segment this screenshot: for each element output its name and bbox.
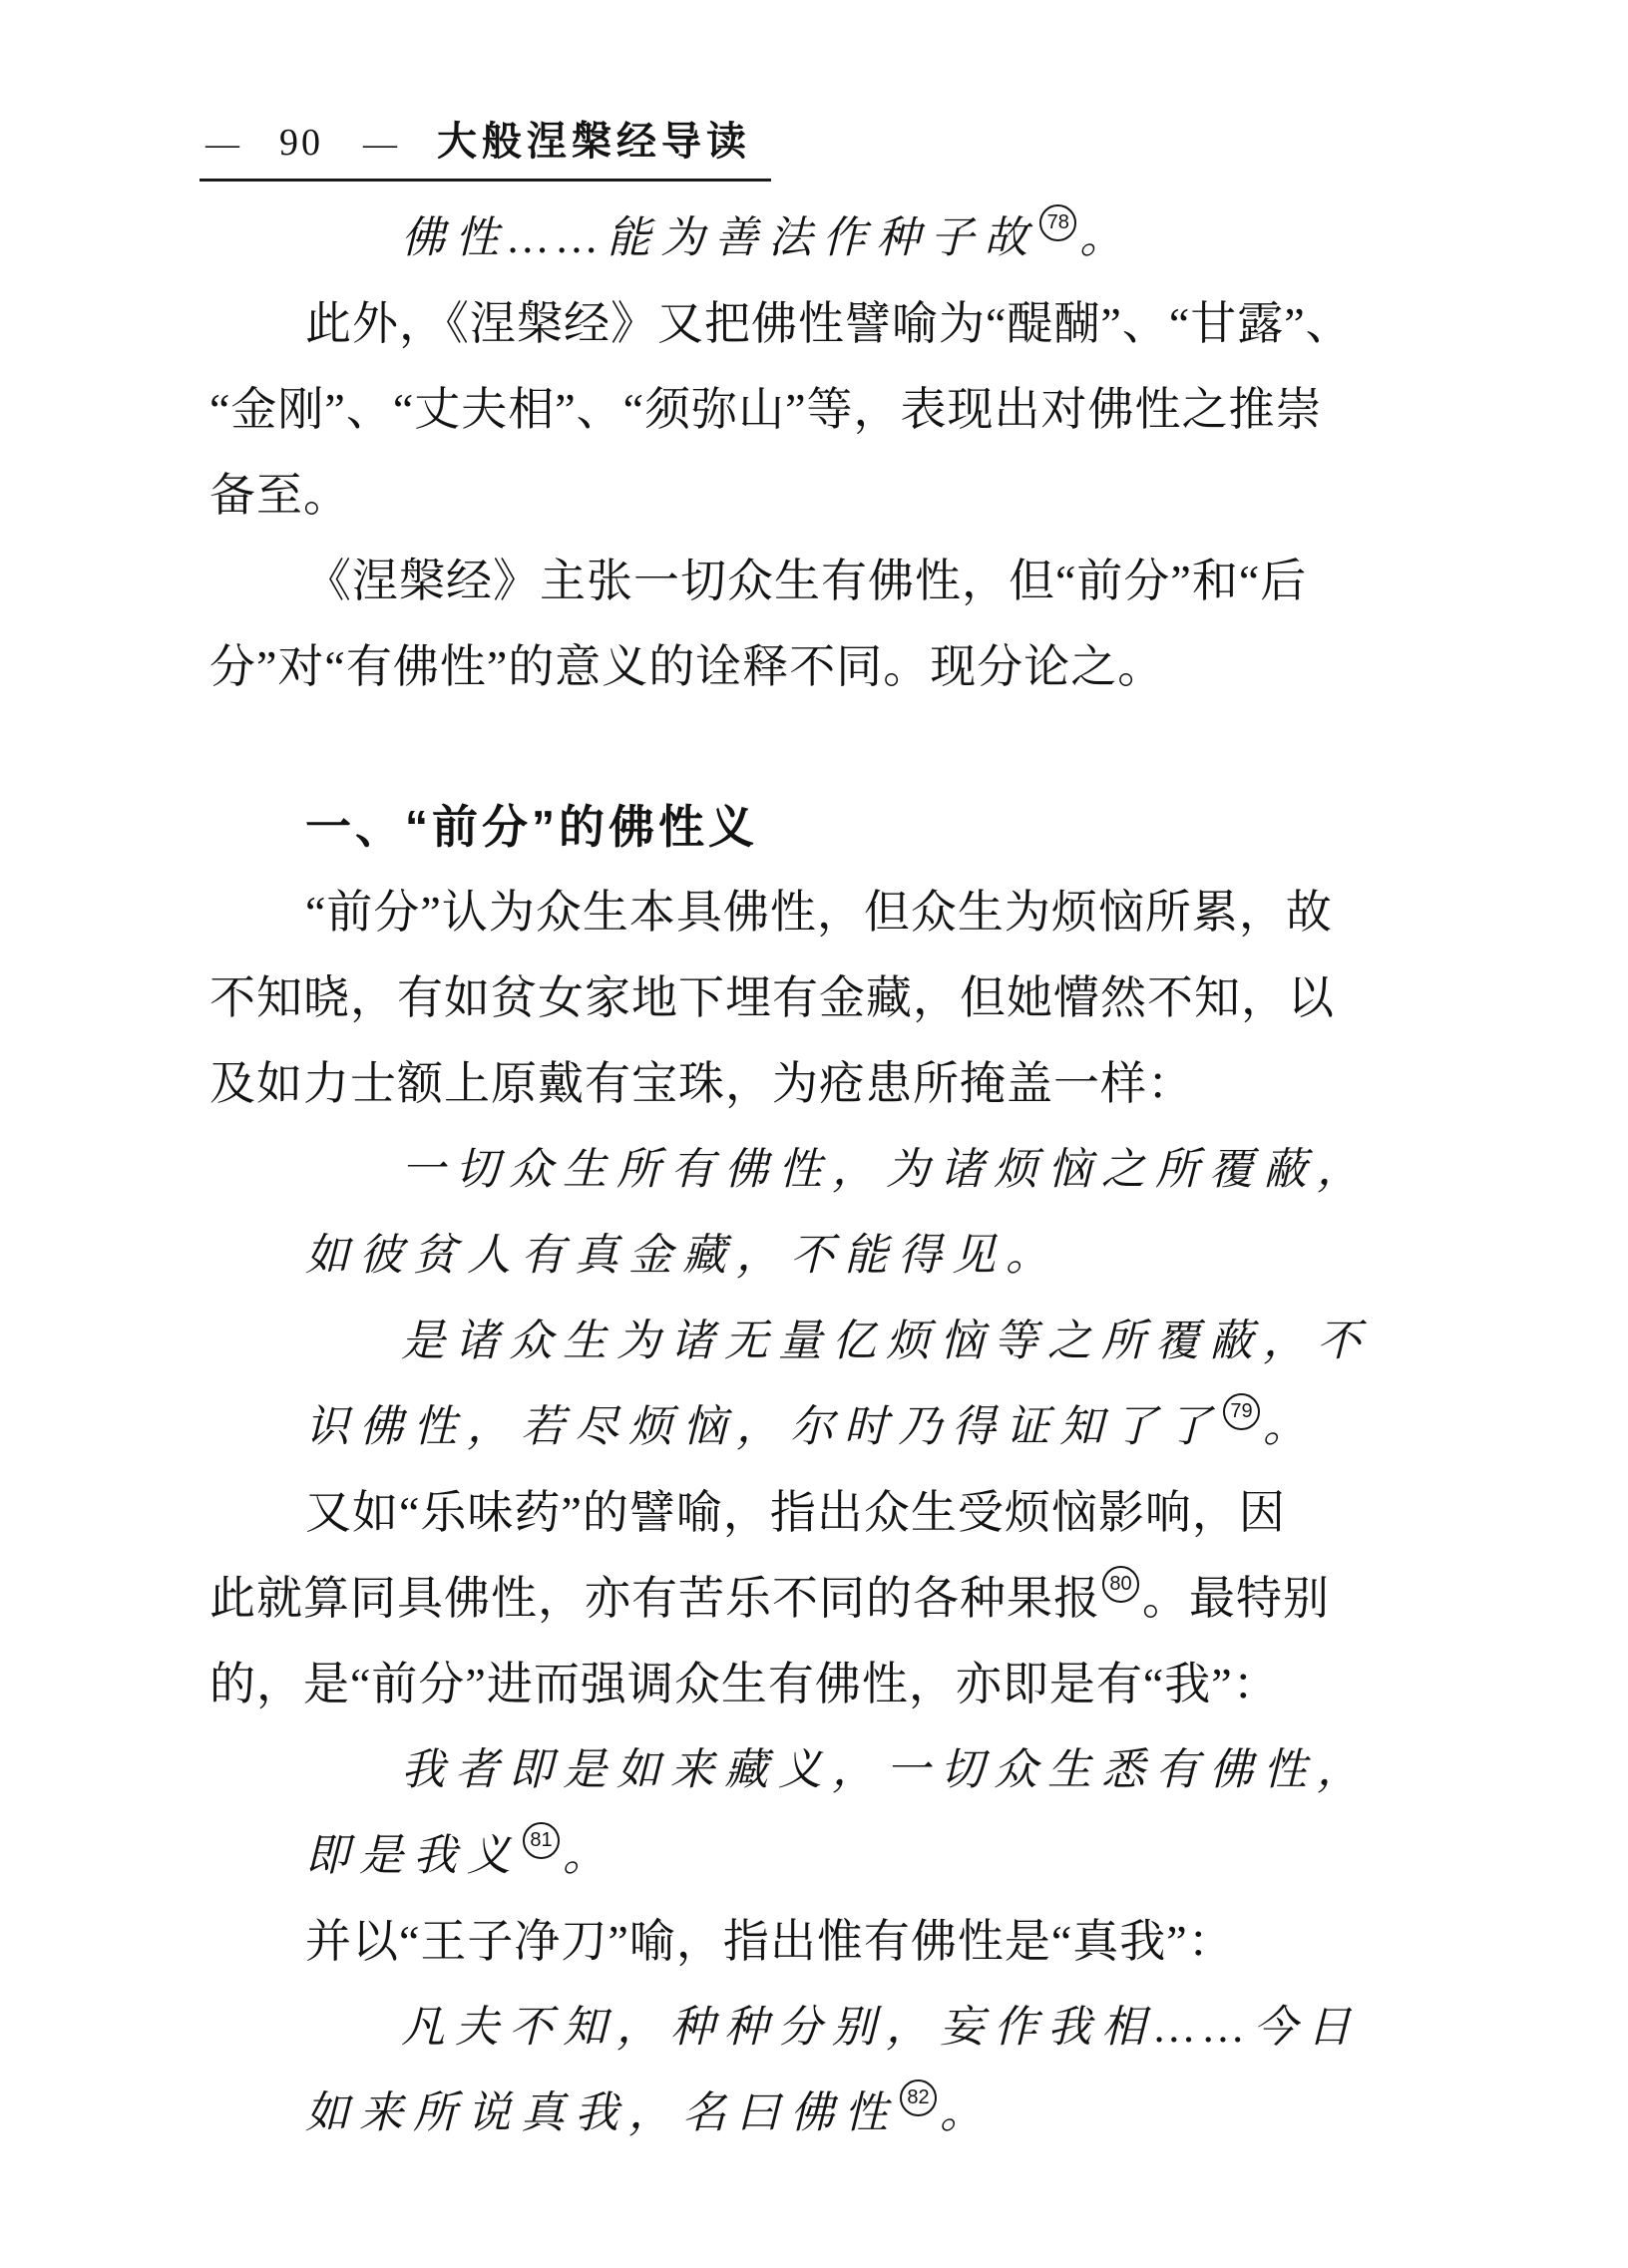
body-text: 此就算同具佛性，亦有苦乐不同的各种果报 [209,1573,1100,1624]
body-text: 此外，《涅槃经》又把佛性譬喻为“醍醐”、“甘露”、 [305,298,1353,349]
body-text: 的，是“前分”进而强调众生有佛性，亦即是有“我”： [209,1659,1280,1709]
quote-text: 。 [1263,1402,1317,1451]
quote-text: 凡夫不知，种种分别，妄作我相……今日 [401,2003,1362,2052]
body-text: “前分”认为众生本具佛性，但众生为烦恼所累，故 [305,887,1333,938]
body-text: 并以“王子净刀”喻，指出惟有佛性是“真我”： [305,1916,1235,1967]
quote-text: 一切众生所有佛性，为诸烦恼之所覆蔽， [401,1145,1371,1194]
header-right-dash: — [363,126,397,163]
quote-text: 。 [1079,213,1134,262]
body-text: 分”对“有佛性”的意义的诠释不同。现分论之。 [209,641,1165,692]
header-left-dash: — [205,126,239,163]
body-text: 及如力士额上原戴有宝珠，为疮患所掩盖一样： [209,1058,1194,1109]
footnote-marker: 80 [1102,1566,1139,1603]
body-text: “金刚”、“丈夫相”、“须弥山”等，表现出对佛性之推崇 [209,384,1323,435]
quote-text: 我者即是如来藏义，一切众生悉有佛性， [401,1745,1371,1794]
quote-text: 。 [940,2088,994,2137]
text-line [209,195,1486,281]
quote-text: 。 [563,1831,616,1880]
text-line [209,367,1486,453]
text-line [209,1299,1486,1384]
body-text: 《涅槃经》主张一切众生有佛性，但“前分”和“后 [305,556,1308,606]
quote-text: 如彼贫人有真金藏，不能得见。 [305,1231,1059,1280]
text-line [209,539,1486,624]
text-line [209,1727,1486,1813]
footnote-marker: 79 [1223,1393,1260,1430]
text-line [209,1556,1486,1642]
text-line [209,1899,1486,1985]
text-line [209,1985,1486,2071]
text-line [209,624,1486,710]
text-line [209,955,1486,1041]
text-line [209,1642,1486,1727]
text-line [209,453,1486,539]
section-heading-text: 一、“前分”的佛性义 [305,801,758,853]
text-line [209,1384,1486,1470]
quote-text: 即是我义 [305,1831,521,1880]
body-text: 又如“乐味药”的譬喻，指出众生受烦恼影响，因 [305,1487,1286,1538]
quote-text: 如来所说真我，名曰佛性 [305,2088,898,2137]
book-title: 大般涅槃经导读 [437,119,751,164]
text-line [209,1470,1486,1556]
text-line [209,1127,1486,1213]
text-line [209,1041,1486,1127]
body-text: 备至。 [209,470,350,521]
footnote-marker: 78 [1039,204,1076,241]
quote-text: 佛性……能为善法作种子故 [401,213,1038,262]
quote-text: 是诸众生为诸无量亿烦恼等之所覆蔽，不 [401,1317,1371,1365]
body-text: 。最特别 [1142,1573,1330,1624]
text-line [209,870,1486,955]
text-line [209,281,1486,367]
quote-text: 识佛性，若尽烦恼，尔时乃得证知了了 [305,1402,1221,1451]
text-line [209,1213,1486,1299]
body-text: 不知晓，有如贫女家地下埋有金藏，但她懵然不知，以 [209,972,1335,1023]
footnote-marker: 82 [900,2079,937,2116]
page-number: 90 [279,122,323,164]
text-line [209,2071,1486,2156]
section-heading [209,784,1486,870]
page-header [200,110,771,182]
footnote-marker: 81 [523,1822,560,1859]
text-line [209,1813,1486,1899]
page-body [209,195,1486,2156]
